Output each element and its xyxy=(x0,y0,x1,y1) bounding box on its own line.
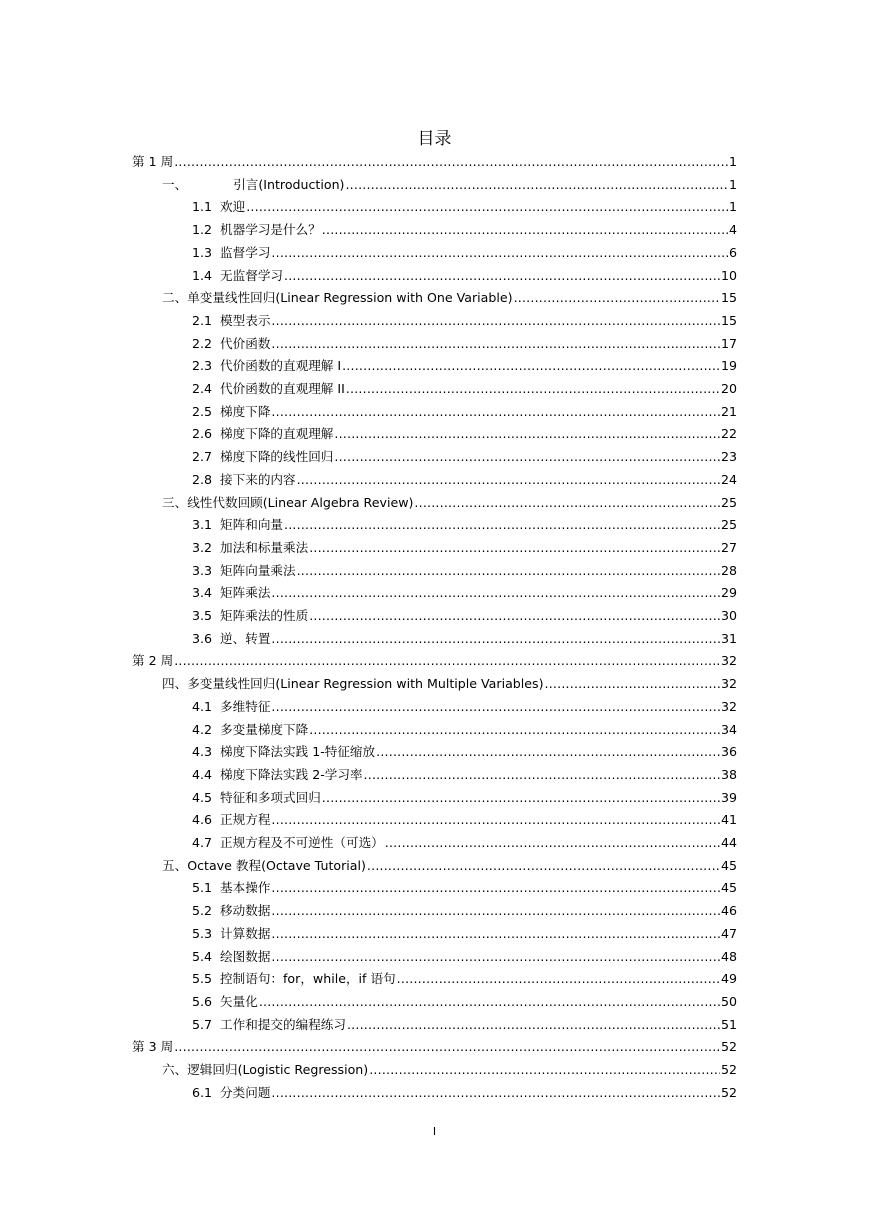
toc-leader-dots xyxy=(271,628,720,651)
toc-entry-title xyxy=(192,537,308,560)
toc-entry-title xyxy=(162,855,366,878)
toc-entry-title xyxy=(192,968,396,991)
toc-entry-title xyxy=(162,673,544,696)
toc-leader-dots xyxy=(514,287,720,310)
toc-leader-dots xyxy=(271,946,720,969)
toc-entry-title xyxy=(162,287,513,310)
toc-entry-page: 29 xyxy=(720,585,737,601)
toc-entry-number: 2.3 xyxy=(192,358,213,374)
toc-entry-title xyxy=(192,423,333,446)
toc-entry-number: 2.4 xyxy=(192,381,213,396)
toc-entry-number: 4.2 xyxy=(192,721,213,737)
toc-entry-page: 1 xyxy=(728,176,737,192)
toc-entry-label: 逆、转置 xyxy=(220,630,271,646)
toc-entry-title xyxy=(162,492,413,515)
toc-entry-title xyxy=(132,650,173,673)
toc-leader-dots xyxy=(347,1014,720,1037)
toc-entry-number: 4.1 xyxy=(192,698,213,714)
toc-entry-page: 41 xyxy=(720,812,737,828)
toc-entry-page: 49 xyxy=(720,971,737,987)
toc-entry[interactable] xyxy=(192,877,737,900)
toc-entry-page: 25 xyxy=(720,494,737,510)
toc-entry-number: 5.2 xyxy=(192,903,213,919)
page-number: I xyxy=(432,1125,437,1138)
toc-entry-page: 38 xyxy=(720,766,737,782)
toc-entry[interactable] xyxy=(162,174,737,197)
toc-entry[interactable] xyxy=(162,855,737,878)
toc-entry-label: 矩阵和向量 xyxy=(220,517,283,533)
toc-leader-dots xyxy=(385,832,720,855)
toc-entry-title xyxy=(192,877,270,900)
toc-leader-dots xyxy=(174,650,720,673)
toc-entry-title xyxy=(192,242,270,265)
toc-entry-label: 模型表示 xyxy=(220,312,271,328)
toc-entry-number: 1.4 xyxy=(192,267,213,283)
toc-entry-title xyxy=(192,991,258,1014)
page-title: 目录 xyxy=(417,129,452,149)
toc-entry-label: 矢量化 xyxy=(220,993,258,1009)
toc-entry-title xyxy=(192,333,270,356)
toc-entry-title xyxy=(192,764,363,787)
toc-entry-label: 五、Octave 教程(Octave Tutorial) xyxy=(162,857,366,873)
toc-entry-title xyxy=(192,605,308,628)
toc-entry-label: 多变量梯度下降 xyxy=(220,721,309,737)
toc-leader-dots xyxy=(322,787,720,810)
toc-entry-page: 39 xyxy=(720,789,737,805)
toc-entry-page: 51 xyxy=(720,1016,737,1032)
toc-entry[interactable] xyxy=(192,423,737,446)
toc-leader-dots xyxy=(545,673,720,696)
toc-entry-number: 4.5 xyxy=(192,789,213,805)
toc-entry-number: 6.1 xyxy=(192,1084,213,1100)
toc-entry-page: 15 xyxy=(720,312,737,328)
toc-entry-title xyxy=(192,378,345,401)
toc-entry-label: 计算数据 xyxy=(220,925,271,941)
toc-entry-page: 34 xyxy=(720,721,737,737)
toc-entry-number: 3.4 xyxy=(192,585,213,601)
toc-entry-title xyxy=(192,923,270,946)
toc-leader-dots xyxy=(271,1082,720,1105)
toc-entry[interactable] xyxy=(192,764,737,787)
toc-entry[interactable] xyxy=(192,605,737,628)
toc-entry-label: 梯度下降的直观理解 xyxy=(220,426,334,442)
toc-leader-dots xyxy=(271,923,720,946)
toc-entry-page: 10 xyxy=(720,267,737,283)
toc-entry-number: 2.8 xyxy=(192,471,213,487)
toc-entry-number: 4.3 xyxy=(192,744,213,760)
toc-leader-dots xyxy=(397,968,720,991)
toc-entry-page: 22 xyxy=(720,426,737,442)
toc-entry[interactable] xyxy=(192,310,737,333)
toc-entry[interactable] xyxy=(192,1082,737,1105)
toc-entry-label: 矩阵乘法的性质 xyxy=(220,608,309,623)
toc-leader-dots xyxy=(369,1059,720,1082)
toc-leader-dots xyxy=(297,560,720,583)
toc-entry-page: 47 xyxy=(720,925,737,941)
toc-leader-dots xyxy=(342,355,720,378)
toc-entry-label: 正规方程及不可逆性（可选） xyxy=(220,835,384,850)
toc-entry-page: 24 xyxy=(720,471,737,487)
toc-entry-label: 代价函数的直观理解 I xyxy=(220,358,342,374)
toc-entry-title xyxy=(192,719,308,742)
toc-entry[interactable] xyxy=(192,696,737,719)
toc-entry-label: 第 2 周 xyxy=(132,653,174,669)
toc-entry-number: 3.6 xyxy=(192,630,213,646)
toc-entry-title xyxy=(192,946,270,969)
toc-entry-title xyxy=(192,787,321,810)
toc-entry-title xyxy=(192,196,245,219)
toc-entry[interactable] xyxy=(192,401,737,424)
toc-entry-page: 45 xyxy=(720,880,737,896)
toc-entry[interactable] xyxy=(192,719,737,742)
toc-entry-number: 2.7 xyxy=(192,449,213,465)
toc-entry-number: 一、 xyxy=(162,176,188,192)
toc-entry-page: 1 xyxy=(728,154,737,169)
toc-entry-label: 第 3 周 xyxy=(132,1039,174,1055)
toc-entry-number: 1.1 xyxy=(192,199,213,215)
toc-entry-label: 三、线性代数回顾(Linear Algebra Review) xyxy=(162,494,414,510)
toc-entry-number: 3.2 xyxy=(192,539,213,555)
toc-entry-title xyxy=(192,310,270,333)
toc-entry-page: 15 xyxy=(720,290,737,306)
toc-leader-dots xyxy=(271,401,720,424)
toc-entry[interactable] xyxy=(192,809,737,832)
toc-entry-title xyxy=(192,560,296,583)
toc-entry-label: 接下来的内容 xyxy=(220,471,296,487)
toc-entry-label: 工作和提交的编程练习 xyxy=(220,1016,346,1032)
toc-entry-title xyxy=(192,809,270,832)
toc-entry-label: 梯度下降的线性回归 xyxy=(220,449,334,465)
toc-entry-page: 32 xyxy=(720,698,737,714)
toc-entry-number: 3.3 xyxy=(192,562,213,578)
toc-entry-label: 基本操作 xyxy=(220,880,271,896)
toc-entry[interactable] xyxy=(192,446,737,469)
toc-entry[interactable] xyxy=(192,242,737,265)
toc-entry-page: 45 xyxy=(720,857,737,873)
toc-entry-label: 特征和多项式回归 xyxy=(220,789,321,805)
toc-entry-page: 25 xyxy=(720,517,737,533)
toc-leader-dots xyxy=(345,174,728,197)
toc-entry-title xyxy=(132,151,173,174)
toc-leader-dots xyxy=(376,741,720,764)
toc-leader-dots xyxy=(309,605,720,628)
toc-entry[interactable] xyxy=(192,333,737,356)
toc-entry-page: 52 xyxy=(720,1039,737,1055)
toc-leader-dots xyxy=(334,446,720,469)
toc-leader-dots xyxy=(284,265,720,288)
toc-leader-dots xyxy=(271,310,720,333)
toc-entry[interactable] xyxy=(162,287,737,310)
toc-leader-dots xyxy=(271,242,728,265)
toc-leader-dots xyxy=(309,719,720,742)
toc-entry[interactable] xyxy=(132,151,737,174)
toc-entry-page: 50 xyxy=(720,993,737,1009)
toc-entry-label: 六、逻辑回归(Logistic Regression) xyxy=(162,1062,369,1077)
toc-entry-page: 32 xyxy=(720,676,737,692)
toc-leader-dots xyxy=(271,582,720,605)
toc-entry[interactable] xyxy=(192,923,737,946)
toc-entry-label: 引言(Introduction) xyxy=(233,176,345,192)
toc-entry-title xyxy=(192,741,375,764)
toc-entry[interactable] xyxy=(192,628,737,651)
toc-entry-page: 27 xyxy=(720,539,737,555)
toc-entry-title xyxy=(192,1082,270,1105)
toc-entry-page: 1 xyxy=(728,199,737,215)
toc-entry-number: 5.6 xyxy=(192,993,213,1009)
toc-entry-title xyxy=(192,628,270,651)
toc-entry-number: 2.5 xyxy=(192,403,213,419)
toc-entry-page: 46 xyxy=(720,903,737,919)
toc-entry[interactable] xyxy=(162,1059,737,1082)
toc-entry-number: 4.7 xyxy=(192,835,213,850)
toc-leader-dots xyxy=(271,877,720,900)
toc-entry-label: 分类问题 xyxy=(220,1084,271,1100)
toc-entry-label: 欢迎 xyxy=(220,199,246,215)
toc-entry-label: 代价函数 xyxy=(220,335,271,351)
toc-entry-page: 30 xyxy=(720,608,737,623)
toc-entry-page: 52 xyxy=(720,1062,737,1077)
toc-leader-dots xyxy=(271,333,720,356)
toc-entry-number: 2.1 xyxy=(192,312,213,328)
toc-entry-page: 44 xyxy=(720,835,737,850)
toc-entry-number: 5.5 xyxy=(192,971,213,987)
toc-entry[interactable] xyxy=(192,560,737,583)
toc-entry-title xyxy=(162,174,344,197)
toc-entry-page: 20 xyxy=(720,381,737,396)
toc-entry-label: 梯度下降法实践 2-学习率 xyxy=(220,766,363,782)
toc-entry-number: 4.6 xyxy=(192,812,213,828)
toc-entry-title xyxy=(192,582,270,605)
toc-leader-dots xyxy=(271,900,720,923)
toc-entry-title xyxy=(162,1059,368,1082)
toc-entry-page: 32 xyxy=(720,653,737,669)
toc-leader-dots xyxy=(309,537,720,560)
toc-entry[interactable] xyxy=(192,514,737,537)
toc-entry[interactable] xyxy=(192,265,737,288)
toc-entry-title xyxy=(192,469,296,492)
toc-entry-label: 控制语句：for，while，if 语句 xyxy=(220,971,396,987)
toc-entry-title xyxy=(192,900,270,923)
toc-entry-label: 四、多变量线性回归(Linear Regression with Multiple Variables) xyxy=(162,676,544,692)
toc-entry-title xyxy=(192,446,333,469)
toc-entry-number: 1.3 xyxy=(192,244,213,260)
toc-leader-dots xyxy=(346,378,720,401)
toc-entry-label: 矩阵乘法 xyxy=(220,585,271,601)
toc-entry-label: 正规方程 xyxy=(220,812,271,828)
toc-entry-label: 梯度下降法实践 1-特征缩放 xyxy=(220,744,376,760)
toc-entry-label: 监督学习 xyxy=(220,244,271,260)
toc-entry-label: 矩阵向量乘法 xyxy=(220,562,296,578)
toc-entry[interactable] xyxy=(192,219,737,242)
toc-leader-dots xyxy=(174,1036,720,1059)
toc-entry-number: 2.2 xyxy=(192,335,213,351)
toc-leader-dots xyxy=(271,809,720,832)
toc-entry[interactable] xyxy=(192,991,737,1014)
toc-entry-number: 3.5 xyxy=(192,608,213,623)
toc-entry[interactable] xyxy=(192,741,737,764)
toc-entry-number: 1.2 xyxy=(192,222,213,238)
toc-entry-label: 加法和标量乘法 xyxy=(220,539,309,555)
toc-entry[interactable] xyxy=(162,492,737,515)
toc-entry-page: 6 xyxy=(728,244,737,260)
toc-entry-title xyxy=(192,401,270,424)
toc-leader-dots xyxy=(297,469,720,492)
toc-entry-page: 31 xyxy=(720,630,737,646)
toc-entry[interactable] xyxy=(192,355,737,378)
toc-entry-label: 移动数据 xyxy=(220,903,271,919)
toc-entry-label: 无监督学习 xyxy=(220,267,283,283)
toc-entry-label: 多维特征 xyxy=(220,698,271,714)
toc-entry[interactable] xyxy=(162,673,737,696)
toc-entry[interactable] xyxy=(192,900,737,923)
toc-entry[interactable] xyxy=(192,378,737,401)
toc-entry-title xyxy=(192,514,283,537)
toc-entry-number: 5.4 xyxy=(192,948,213,964)
toc-entry[interactable] xyxy=(192,196,737,219)
toc-entry-title xyxy=(192,219,321,242)
toc-entry-page: 52 xyxy=(720,1084,737,1100)
toc-entry[interactable] xyxy=(132,1036,737,1059)
toc-entry-title xyxy=(192,265,283,288)
toc-entry[interactable] xyxy=(192,582,737,605)
toc-entry-page: 23 xyxy=(720,449,737,465)
toc-entry-number: 2.6 xyxy=(192,426,213,442)
toc-leader-dots xyxy=(364,764,720,787)
toc-entry-title xyxy=(192,1014,346,1037)
toc-entry-title xyxy=(192,696,270,719)
toc-entry-number: 4.4 xyxy=(192,766,213,782)
toc-entry-number: 5.3 xyxy=(192,925,213,941)
toc-entry-label: 机器学习是什么？ xyxy=(220,222,321,238)
toc-entry-page: 17 xyxy=(720,335,737,351)
toc-entry-number: 3.1 xyxy=(192,517,213,533)
toc-entry-title xyxy=(192,355,341,378)
toc-leader-dots xyxy=(174,151,728,174)
toc-entry-number: 5.7 xyxy=(192,1016,213,1032)
toc-entry[interactable] xyxy=(192,832,737,855)
toc-entry-page: 21 xyxy=(720,403,737,419)
toc-entry-label: 第 1 周 xyxy=(132,154,174,169)
toc-leader-dots xyxy=(259,991,720,1014)
toc-entry-page: 28 xyxy=(720,562,737,578)
toc-entry-label: 代价函数的直观理解 II xyxy=(220,381,345,396)
toc-entry-page: 48 xyxy=(720,948,737,964)
toc-entry-title xyxy=(192,832,384,855)
toc-leader-dots xyxy=(284,514,720,537)
toc-entry-label: 绘图数据 xyxy=(220,948,271,964)
toc-entry[interactable] xyxy=(192,787,737,810)
toc-entry-label: 二、单变量线性回归(Linear Regression with One Variable) xyxy=(162,290,513,306)
toc-entry-title xyxy=(132,1036,173,1059)
toc-entry[interactable] xyxy=(192,1014,737,1037)
toc-entry[interactable] xyxy=(192,469,737,492)
toc-entry[interactable] xyxy=(192,968,737,991)
toc-entry-label: 梯度下降 xyxy=(220,403,271,419)
toc-entry[interactable] xyxy=(132,650,737,673)
toc-entry-page: 4 xyxy=(728,222,737,238)
toc-leader-dots xyxy=(271,696,720,719)
toc-entry-page: 19 xyxy=(720,358,737,374)
toc-leader-dots xyxy=(322,219,728,242)
toc-entry[interactable] xyxy=(192,946,737,969)
toc-leader-dots xyxy=(246,196,728,219)
toc-leader-dots xyxy=(334,423,720,446)
toc-leader-dots xyxy=(367,855,720,878)
toc-leader-dots xyxy=(414,492,720,515)
toc-entry-page: 36 xyxy=(720,744,737,760)
toc-entry-number: 5.1 xyxy=(192,880,213,896)
toc-entry[interactable] xyxy=(192,537,737,560)
